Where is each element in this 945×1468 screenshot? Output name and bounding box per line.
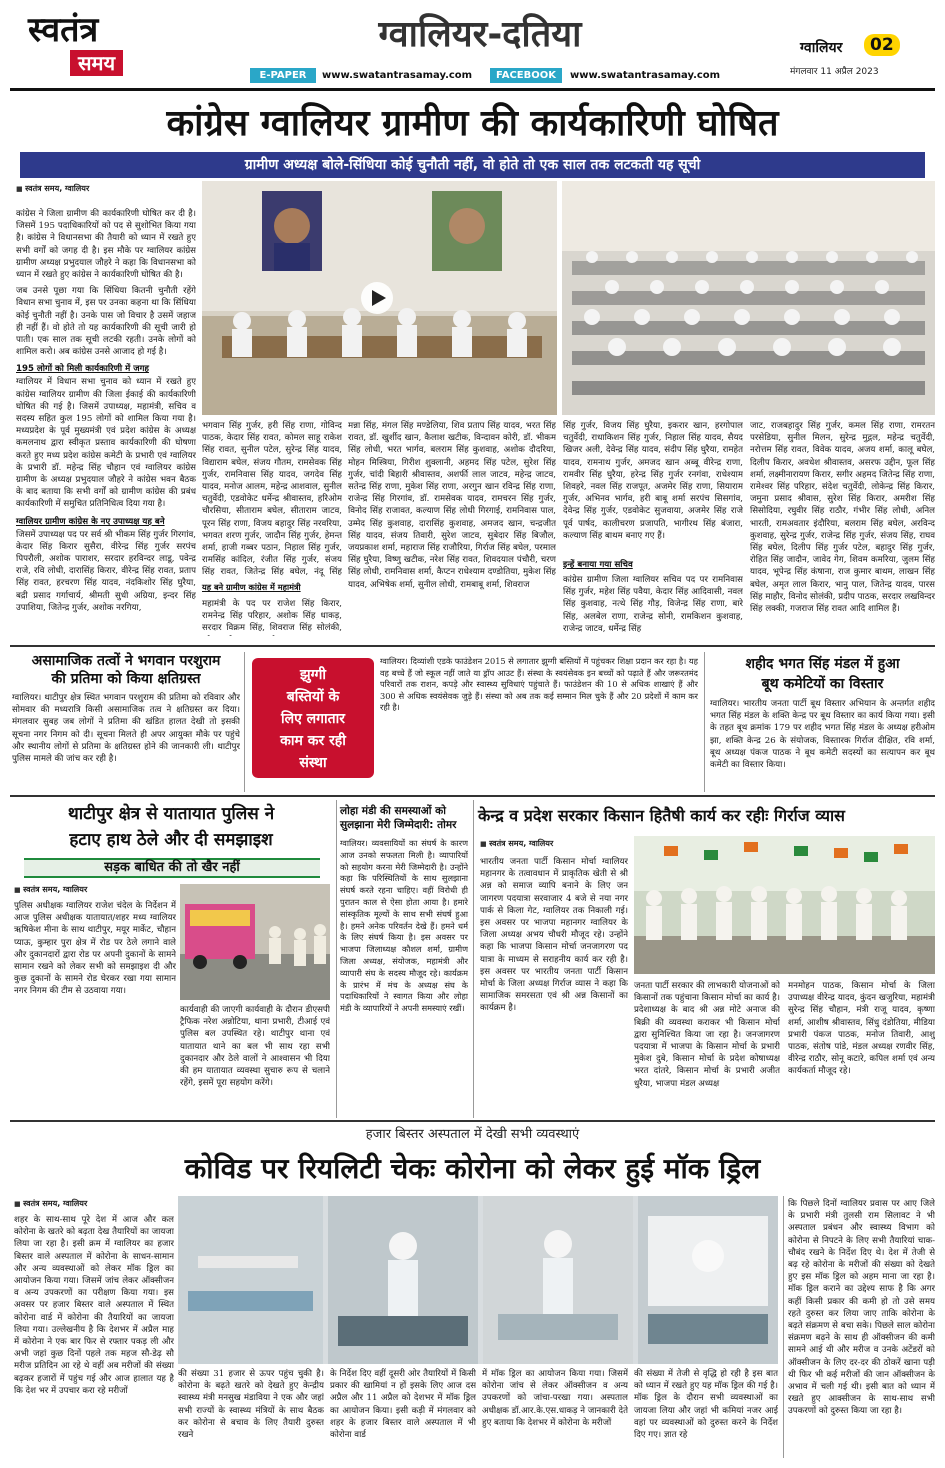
masthead-rule (10, 88, 935, 91)
lead-subhead-2: ग्वालियर ग्रामीण कांग्रेस के नए उपाध्यक्ष यह बने (16, 516, 165, 527)
jhuggi-body: ग्वालियर। दिव्यांशी एडके फाउंडेशन 2015 से लगातार झुग्गी बस्तियों में पहुंचकर शिक्षा प्रदान कर रहा है। यह वह बच्चे हैं जो स्कूल नहीं जाते या ड्रॉप आउट हैं। संस्था के स्वयंसेवक इन बच्चों को पढ़ाते हैं और जरूरतमंद परिवारों तक राशन, कपड़े और स्वास्थ्य सुविधाएं पहुंचाते हैं। फाउंडेशन की 10 से अधिक शाखाएं हैं और 300 से अधिक स्वयंसेवक जुड़े हैं। संस्था को अब तक कई सम्मान मिल चुके हैं और 20 प्रदेशों में काम कर रही है। (380, 656, 698, 713)
covid-body-6: कि पिछले दिनों ग्वालियर प्रवास पर आए जिले के प्रभारी मंत्री तुलसी राम सिलावट ने भी अस्पताल प्रबंधन और स्वास्थ्य विभाग को कोरोना से निपटने के लिए सभी तैयारियां चाक-चौबंद रखने के निर्देश दिए थे। देश में तेजी से बढ़ रहे कोरोना के मरीजों की संख्या को देखते हुए इस मॉक ड्रिल को अहम माना जा रहा है। मॉक ड्रिल कराने का उद्देश्य साफ है कि अगर कहीं किसी प्रकार की कमी हो तो उसे समय रहते दुरुस्त कर लिया जाए ताकि कोरोना के बढ़ते संक्रमण से बचा सके। पिछले साल कोरोना संक्रमण बढ़ने के साथ ही ऑक्सीजन की कमी सामने आई थी और मरीज व उनके अटेंडरों को ऑक्सीजन के लिए दर-दर की ठोकरें खाना पड़ी थी फिर भी कई मरीजों की जान ऑक्सीजन के अभाव में चली गई थी। इसी बात को ध्यान में रखते हुए आक्सीजन के साथ-साथ सभी उपकरणों को दुरुस्त किया जा रहा है। (788, 1199, 935, 1417)
epaper-url[interactable]: www.swatantrasamay.com (322, 70, 473, 81)
lead-bottom-rule (10, 645, 935, 647)
lead-left-column (16, 183, 196, 633)
bhagat-body: ग्वालियर। भारतीय जनता पार्टी बूथ विस्तार अभियान के अन्तर्गत शहीद भगत सिंह मंडल के शक्ति केन्द्र पर बूथ विस्तार का कार्य किया गया। इसी के तहत बूथ क्रमांक 179 पर शहीद भगत सिंह मंडल के अध्यक्ष हरीओम झा, शक्ति केन्द्र 26 के संयोजक, विस्तारक गिर्राज दीक्षित, रवि शर्मा, बूथ अध्यक्ष पंकज पाठक ने बूथ कमेटी सदस्यों का सत्यापन कर बूथ कमेटी का विस्तार किया। (710, 699, 935, 771)
lead-col-2-subhead: यह बने ग्रामीण कांग्रेस में महामंत्री (202, 582, 301, 592)
logo (28, 10, 158, 80)
lead-col-4b: कांग्रेस ग्रामीण जिला ग्वालियर सचिव पद पर रामनिवास सिंह गुर्जर, महेश सिंह पवैया, केदार सिंह आदिवासी, नवल सिंह कुशवाह, नत्थे सिंह गौड़, विजेन्द्र सिंह राणा, बारे सिंह, अलबेल राणा, राजेन्द्र सोनी, रामकिशन कुशवाह, राजेन्द्र जाटव, धर्मेन्द्र सिंह (563, 575, 743, 634)
traffic-body-1: पुलिस अधीक्षक ग्वालियर राजेश चंदेल के निर्देशन में आज पुलिस अधीक्षक यातायात/शहर मध्य ग्वालियर ऋषिकेश मीना के साथ थाटीपुर, मयूर मार्केट, चौहान प्याऊ, कुम्हार पुरा क्षेत्र में रोड पर ठेले लगाने वाले और दुकानदारों द्वारा रोड पर अपनी दुकानों के सामने सामान रखने को लेकर सभी को समझाइश दी और कुछ दुकानों के सामने रोड घेरकर रखा गया सामान नगर निगम की टीम से उठवाया गया। (14, 901, 176, 997)
bhagat-headline-2: बूथ कमेटियों का विस्तार (761, 676, 884, 692)
traffic-subheadline: सड़क बाधित की तो खैर नहीं (24, 858, 320, 878)
lead-col-3: मन्ना सिंह, मंगल सिंह मण्डेलिया, शिव प्रताप सिंह यादव, भरत सिंह रावत, डॉ. खुर्शीद खान, कैलाश खटीक, विन्दावन कोरी, डॉ. भीकम सिंह लोधी, भरत भार्गव, बलराम सिंह कुशवाह, अशोक दौदरिया, मोहन मिस्त्रिया, गिरीश शुक्लानी, अहमद सिंह पटेल, सुरेश सिंह गुर्जर, चांदी बिहारी श्रीवास्तव, अशर्फी लाल जाटव, महेन्द्र जाटव, सतेन्द्र सिंह राणा, मुकेश सिंह राणा, अरगुन खान रविन्द्र सिंह राणा, राजेन्द्र सिंह गिरगांव, डॉ. रामसेवक यादव, रामचरन सिंह गुर्जर, विनोद सिंह राजावत, कल्याण सिंह लोधी गिरगाई, रामनिवास पाल, उम्मेद सिंह कुशवाह, दारासिंह कुशवाह, अमजद खान, चन्द्रजीत सिंह यादव, संजय तिवारी, सुरेश जाटव, सुबेदार सिंह बिजौल, जयप्रकाश शर्मा, महाराज सिंह राजौरिया, गिर्राज सिंह बघेल, परमाल सिंह घुरैया, विष्णु खटीक, नरेश सिंह रावत, शिवदयाल पंचौरी, चरण सिंह लोधी, रामनिवास शर्मा, कैप्टन राधेश्याम दण्डोतिया, मुकेश सिंह यादव, अभिषेक शर्मा, सुनील लोधी, रामबाबू शर्मा, शिवराज (348, 421, 556, 590)
divider-covid (783, 1196, 784, 1458)
lead-col-2b: महामंत्री के पद पर राजेश सिंह किरार, रामनेन्द्र सिंह परिहार, अशोक सिंह धाकड़, सरदार विक्रम सिंह, शिवराज सिंह सोलंकी, (202, 599, 342, 634)
covid-kicker: हजार बिस्तर अस्पताल में देखी सभी व्यवस्थाएं (365, 1127, 580, 1142)
divider-jhuggi (704, 652, 705, 792)
city-label: ग्वालियर (800, 40, 843, 56)
traffic-photo (180, 884, 330, 1000)
parshuram-headline-2: की प्रतिमा को किया क्षतिग्रस्त (51, 671, 201, 687)
lead-para-4: जिसमें उपाध्यक्ष पद पर सर्व श्री भीकम सिंह गुर्जर गिरगांव, केदार सिंह किरार सुसैरा, वीरेन्द्र सिंह गुर्जर सरपंच पिपरौली, अशोक पाराशर, सरदार हरविन्दर लाडू, पवेन्द्र राजे, रवि लोधी, दारासिंह किरार, वीरेन्द्र सिंह रावत, प्रताप सिंह रावत, हरचरण सिंह यादव, नंदकिशोर सिंह घुरैया, बद्री प्रसाद गर्गाचार्य, श्रीमती सुधी अग्रिया, इन्दर सिंह उपाशिया, जितेन्द्र गुर्जर, अशोक नरगिया, (16, 529, 196, 613)
parshuram-headline-1: असामाजिक तत्वों ने भगवान परशुराम (31, 653, 221, 669)
lead-para-2: जब उनसे पूछा गया कि सिंधिया कितनी चुनौती रहेंगे विधान सभा चुनाव में, इस पर उनका कहना था कि सिंधिया कोई चुनौती नहीं है। उनके पास जो विचार है उसमें जहाज ही नहीं हैं। वो होते तो यह कार्यकारिणी की सूची जारी हो पाती। एक साल तक सूची लटकी रहती। उनके लोगों को शामिल करो। अब कांग्रेस उनसे आजाद हो गई है। (16, 286, 196, 358)
jhuggi-box-line-1: झुग्गी (299, 667, 327, 683)
crowd-illustration (562, 181, 935, 415)
masthead (0, 0, 945, 88)
page-number: 02 (864, 34, 900, 56)
divider-traffic (336, 800, 337, 1118)
jhuggi-box-line-4: काम कर रही (280, 733, 346, 749)
jhuggi-box-line-3: लिए लगातार (280, 711, 346, 727)
row3-bottom-rule (10, 1120, 935, 1122)
covid-headline: कोविड पर रियलिटी चेकः कोरोना को लेकर हुई मॉक ड्रिल (184, 1152, 761, 1185)
section-title: ग्वालियर-दतिया (378, 14, 582, 55)
bhagat-headline-1: शहीद भगत सिंह मंडल में हुआ (745, 656, 900, 672)
lead-photo-meeting (202, 181, 557, 415)
girraj-byline: ■ स्वतंत्र समय, ग्वालियर (480, 838, 630, 849)
lead-col-4-subhead: इन्हें बनाया गया सचिव (563, 560, 633, 570)
girraj-body-2: जनता पार्टी सरकार की लाभकारी योजनाओं को किसानों तक पहुंचाना किसान मोर्चा का कार्य है। प्रदेशाध्यक्ष के बाद श्री अन्न मोटे अनाज की बिक्री की व्यवस्था कराकर भी किसान मोर्चा द्वारा सुनिश्चित किया जा रहा है। जनजागरण पदयात्रा में भाजपा के किसान मोर्चा के प्रभारी मुकेश दुबे, किसान मोर्चा के प्रदेश कोषाध्यक्ष भरत दांतरे, किसान मोर्चा के प्रभारी अजीत धुरैया, भाजपा मंडल अध्यक्ष (634, 981, 780, 1089)
traffic-body-2: कार्यवाही की जाएगी कार्यवाही के दौरान डीएसपी ट्रैफिक नरेश अन्नोटिया, थाना प्रभारी, टीआई एवं पुलिस बल उपस्थित रहे। थाटीपुर थाना एवं यातायात थाने का बल भी साथ रहा सभी दुकानदार और ठेले वालों ने आश्वासन भी दिया की हम यातायात व्यवस्था सुचारु रूप से चलाने रहेंगे, इसमें पूरा सहयोग करेंगे। (180, 1005, 330, 1089)
divider-parshuram (244, 652, 245, 792)
traffic-illustration (180, 884, 330, 1000)
lead-headline: कांग्रेस ग्वालियर ग्रामीण की कार्यकारिणी घोषित (166, 103, 779, 144)
jhuggi-box-line-5: संस्था (299, 755, 327, 771)
covid-body-3: के निर्देश दिए वहीं दूसरी ओर तैयारियों में किसी प्रकार की खामियां न हों इसके लिए आज दस अप्रैल और 11 अप्रैल को देशभर में मॉक ड्रिल का आयोजन किया। इसी कड़ी में मंगलवार को शहर के हजार बिस्तर वाले अस्पताल में भी कोरोना वार्ड (330, 1369, 476, 1441)
traffic-headline-1: थाटीपुर क्षेत्र से यातायात पुलिस ने (67, 804, 275, 824)
covid-body-2: की संख्या 31 हजार से ऊपर पहुंच चुकी है। कोरोना के बढ़ते खतरे को देखते हुए केन्द्रीय स्वास्थ्य मंत्री मनसुख मंडाविया ने एक और जहां सभी राज्यों के स्वास्थ्य मंत्रियों के साथ बैठक कर कोरोना से बचाव के लिए तैयारी दुरुस्त रखने (178, 1369, 324, 1441)
meeting-illustration (202, 181, 557, 415)
parshuram-story (12, 652, 240, 790)
facebook-url[interactable]: www.swatantrasamay.com (570, 70, 721, 81)
facebook-label: FACEBOOK (490, 68, 562, 83)
girraj-body-1: भारतीय जनता पार्टी किसान मोर्चा ग्वालियर महानगर के तत्वावधान में प्राकृतिक खेती से श्री अन्न को समाज व्यापि बनाने के लिए जन जागरण पदयात्रा सरवाजार 4 बजे से नया नगर पार्क से किला गेट, ग्वालियर तक निकाली गई। इस अवसर पर भाजपा महानगर ग्वालियर के जिला अध्यक्ष अभय चौधरी मौजूद रहे। उन्होंने कहा कि भाजपा किसान मोर्चा जनजागरण पद यात्रा के माध्यम से सराहनीय कार्य कर रही है। इस अवसर पर भारतीय जनता पार्टी किसान मोर्चा के जिला अध्यक्ष गिर्राज व्यास ने कहा कि सामाजिक समरसता एवं श्री अन्न किसानों का कार्यक्रम है। (480, 857, 628, 1014)
lead-photo-crowd (562, 181, 935, 415)
mock-drill-illustration (178, 1196, 778, 1364)
tomar-body: ग्वालियर। व्यवसायियों का संघर्ष के कारण आज उनको सफलता मिली है। व्यापारियों को सहयोग करना मेरी जिम्मेदारी है। उन्होंने कहा कि परिस्थितियों के साथ सुलझाना संघर्ष करते रहना चाहिए। वहीं विरोधी ही पुरातन काल से ऐसा होता आया है। हमारे सांस्कृतिक मूल्यों के साथ सभी संघर्ष हुआ है। हमने अनेक परिवर्तन देखे हैं। हमने धर्म के लिए संघर्ष किया है। इस अवसर पर भाजपा जिलाध्यक्ष कौशल शर्मा, ग्रामीण जिला अध्यक्ष, संयोजक, महामंत्री और व्यापारी संघ के सदस्य मौजूद रहे। कार्यक्रम के प्रारंभ में मंच के अध्यक्ष संघ के पदाधिकारियों ने स्वागत किया और लोहा मंडी के व्यापारियों ने अपनी समस्याएं रखीं। (340, 838, 468, 1014)
lead-col-4a: सिंह गुर्जर, विजय सिंह घुरैया, इकरार खान, हरगोपाल चतुर्वेदी, राधाकिशन सिंह गुर्जर, निहाल सिंह यादव, सैयद खिजर अली, देवेन्द्र सिंह यादव, संदीप सिंह घुरैया, रामहेत यादव, रामनाथ गुर्जर, अमजद खान अब्बू वीरेन्द्र राणा, रामवीर सिंह घुरैया, हरेन्द्र सिंह गुर्जर रनगंवा, राधेश्याम शिवहरे, नवल सिंह राजपूत, अजमेर सिंह राणा, सियाराम गुर्जर, अभिनव भार्गव, हरी बाबू शर्मा सरपंच सिसगांव, देवेन्द्र सिंह गुर्जर, एडवोकेट सुजवाया, अजमेर सिंह राजे पूर्व पार्षद, कालीचरण प्रजापति, भागीरथ सिंह बंजारा, कल्याण सिंह बाथम बनाए गए हैं। (563, 421, 743, 541)
issue-date: मंगलवार 11 अप्रैल 2023 (790, 67, 879, 77)
lead-byline: ■ स्वतंत्र समय, ग्वालियर (16, 183, 196, 194)
lead-subhead-1: 195 लोगों को मिली कार्यकारिणी में जगह (16, 364, 149, 375)
lead-subheadline: ग्रामीण अध्यक्ष बोले-सिंधिया कोई चुनौती नहीं, वो होते तो एक साल तक लटकती यह सूची (20, 152, 925, 178)
covid-body-4: में मॉक ड्रिल का आयोजन किया गया। जिसमें कोरोना जांच से लेकर ऑक्सीजन व अन्य उपकरणों को जांचा-परखा गया। अस्पताल अधीक्षक डॉ.आर.के.एस.धाकड़ ने जानकारी देते हुए बताया कि देशभर में कोरोना के मरीजों (482, 1369, 628, 1428)
girraj-body-3: मनमोहन पाठक, किसान मोर्चा के जिला उपाध्यक्ष वीरेन्द्र यादव, कुंदन खजुरिया, महामंत्री सुरेन्द्र सिंह चौहान, मंत्री राजू यादव, कृष्णा शर्मा, आशीष श्रीवास्तव, सिंधु दंडोतिया, मीडिया प्रभारी पंकज पाठक, मनोज तिवारी, आशु पाठक, संतोष पांडे, मंडल अध्यक्ष रणवीर सिंह, वीरेन्द्र राठौर, सोनू कटारे, कपिल शर्मा एवं अन्य कार्यकर्ता मौजूद रहे। (788, 981, 935, 1077)
girraj-photo (634, 836, 935, 974)
lead-col-2a: भगवान सिंह गुर्जर, हरी सिंह राणा, गोविन्द पाठक, केदार सिंह रावत, कोमल साहू राकेश सिंह रावत, सुनील पटेल, सुरेन्द्र सिंह यादव, विद्याराम बघेल, संजय गौतम, रामसेवक सिंह गुर्जर, रामनिवास सिंह यादव, जगदेव सिंह यादव, मनोज आलम, महेन्द्र आशवाल, सुनील चतुर्वेदी, एडवोकेट धर्मेन्द्र श्रीवास्तव, हरिओम चौरसिया, सीताराम बघेल, सीताराम जाटव, पूरन सिंह राणा, विजय बहादुर सिंह नरवरिया, भगवत शरण गुर्जर, जादौन सिंह गुर्जर, हेमन्त शर्मा, हाजी गब्बर पठान, निहाल सिंह गुर्जर, रामसिंह कांदिल, रंजीत सिंह गुर्जर, संजय सिंह रावत, जितेन्द्र सिंह बघेल, नंदू सिंह (202, 421, 342, 578)
logo-top: स्वतंत्र (28, 10, 99, 50)
traffic-byline: ■ स्वतंत्र समय, ग्वालियर (14, 884, 164, 895)
lead-para-1: कांग्रेस ने जिला ग्रामीण की कार्यकारिणी घोषित कर दी है। जिसमें 195 पदाधिकारियों को पद से सुशोभित किया गया है। कांग्रेस ने विधानसभा की तैयारी को ध्यान में रखते हुए सभी वर्गों को जगह दी है। इस मौके पर ग्वालियर कांग्रेस ग्रामीण अध्यक्ष प्रभुदयाल जौहरे ने कहा कि विधानसभा को ध्यान में रखते हुए कांग्रेस ने कार्यकारिणी घोषित की है। (16, 209, 196, 281)
divider-tomar (473, 800, 474, 1118)
tomar-headline: लोहा मंडी की समस्याओं को सुलझाना मेरी जिम्मेदारी: तोमर (340, 805, 457, 831)
jhuggi-title-box (252, 658, 374, 778)
girraj-headline: केन्द्र व प्रदेश सरकार किसान हितैषी कार्य कर रहीः गिर्राज व्यास (478, 806, 845, 825)
rally-illustration (634, 836, 935, 974)
covid-body-1: शहर के साथ-साथ पूरे देश में आज और कल कोरोना के खतरे को बढ़ता देख तैयारियों का जायजा लिया जा रहा है। इसी क्रम में ग्वालियर का हजार बिस्तर वाले अस्पताल में कोरोना के साधन-सामान और अन्य व्यवस्थाओं को लेकर मॉक ड्रिल का आयोजन किया गया। जिसमें जांच लेकर ऑक्सीजन व अन्य उपकरणों का परीक्षण किया गया। इस अवसर पर हजार बिस्तर वाले अस्पताल में स्थित कोरोना वार्ड में कोरोना की तैयारियों का जायजा लिया गया। उल्लेखनीय है कि देशभर में अप्रैल माह में कोरोना ने एक बार फिर से रफ्तार पकड़ ली और अभी जहां कुछ दिनों पहले तक महज सौ-डेढ़ सौ मरीज प्रतिदिन आ रहे थे वहीं अब मरीजों की संख्या बढ़कर हजारों में पहुंच गई और आज हालात यह है कि देश भर में उपचार करा रहे मरीजों (14, 1215, 174, 1396)
covid-photo (178, 1196, 778, 1364)
logo-bottom: समय (70, 50, 123, 76)
epaper-label: E-PAPER (250, 68, 316, 83)
jhuggi-box-line-2: बस्तियों के (286, 689, 340, 705)
lead-col-5: जाट, राजबहादुर सिंह गुर्जर, कमल सिंह राणा, रामरतन परसेडिया, सुनील मिलन, सुरेन्द्र मुद्गल, महेन्द्र चतुर्वेदी, नरोत्तम सिंह रावत, विवेक यादव, अजय शर्मा, कालू बघेल, दिलीप किरार, अवधेश श्रीवास्तव, असरफ उद्दीन, फूल सिंह शर्मा, लक्ष्मीनारायण किरार, सगीर अहमद जितेन्द्र सिंह राणा, रामेश्वर सिंह परिहार, संदेश चतुर्वेदी, लोकेन्द्र सिंह किरार, जमुना प्रसाद श्रीवास, सुरेश सिंह किरार, अमरीश सिंह सिसोदिया, रघुवीर सिंह राठौर, गंभीर सिंह लोधी, अनिल भारती, रामअवतार इंदौरिया, बलराम सिंह बघेल, अरविन्द कुशवाह, सुरेन्द्र गुर्जर, राजेन्द्र सिंह गुर्जर, संजय सिंह, राघव सिंह बघेल, दिलीप सिंह गुर्जर पटेल, बहादुर सिंह गुर्जर, रोहित सिंह जादौन, जावेद गेग, शिवम कमरिया, जुलम सिंह यादव, भूपेन्द्र सिंह कंषाना, राज कुमार बाथम, लाखन सिंह बघेल, अमृत लाल किरार, भानु पाल, जितेन्द्र यादव, पारस सिंह माहौर, विनोद सोलंकी, प्रदीप पाठक, सरदार लखविन्दर सिंह लक्की, गजराज सिंह रावत आदि शामिल हैं। (750, 421, 935, 615)
bhagat-story (710, 654, 935, 790)
covid-byline: ■ स्वतंत्र समय, ग्वालियर (14, 1198, 174, 1209)
lead-para-3: ग्वालियर में विधान सभा चुनाव को ध्यान में रखते हुए कांग्रेस ग्वालियर ग्रामीण की जिला ईकाई की कार्यकारिणी घोषित की गई है। जिसमें उपाध्यक्ष, महामंत्री, सचिव व सदस्य सहित कुल 195 लोगों को शामिल किया गया है। मध्यप्रदेश के पूर्व मुख्यमंत्री एवं प्रदेश कांग्रेस के अध्यक्ष कमलनाथ द्वारा स्वीकृत प्रस्ताव कार्यकारिणी की घोषणा करते हुए मध्य प्रदेश कांग्रेस कमेटी के प्रभारी एवं ग्वालियर के प्रभारी डॉ. महेन्द्र सिंह चौहान एवं ग्वालियर कांग्रेस ग्रामीण के अध्यक्ष प्रभुदयाल जौहरे ने कांग्रेस भवन बैठक के बाद बताया कि सभी वर्गों को ग्रामीण कांग्रेस की प्रबंध कार्यकारिणी में समुचित प्रतिनिधित्व दिया गया है। (16, 377, 196, 510)
parshuram-body: ग्वालियर। थाटीपुर क्षेत्र स्थित भगवान परशुराम की प्रतिमा को रविवार और सोमवार की मध्यरात्रि किसी असामाजिक तत्व ने क्षतिग्रस्त कर दिया। मंगलवार सुबह जब लोगों ने प्रतिमा की खंडित हालत देखी तो इसकी सूचना नगर निगम को दी। सूचना मिलते ही अपर आयुक्त मौके पर पहुंचे और स्थानीय लोगों से प्रतिमा के क्षतिग्रस्त होने की जानकारी ली। थाटीपुर पुलिस मामले की जांच कर रही है। (12, 693, 240, 765)
covid-body-5: की संख्या में तेजी से वृद्धि हो रही है इस बात को ध्यान में रखते हुए यह मॉक ड्रिल की गई है। मॉक ड्रिल के दौरान सभी व्यवस्थाओं का जायजा लिया और जहां भी कमियां नजर आई वहां पर व्यवस्थाओं को दुरुस्त करने के निर्देश दिए गए। ज्ञात रहे (634, 1369, 778, 1441)
row2-bottom-rule (10, 795, 935, 797)
traffic-headline-2: हटाए हाथ ठेले और दी समझाइश (69, 830, 273, 850)
